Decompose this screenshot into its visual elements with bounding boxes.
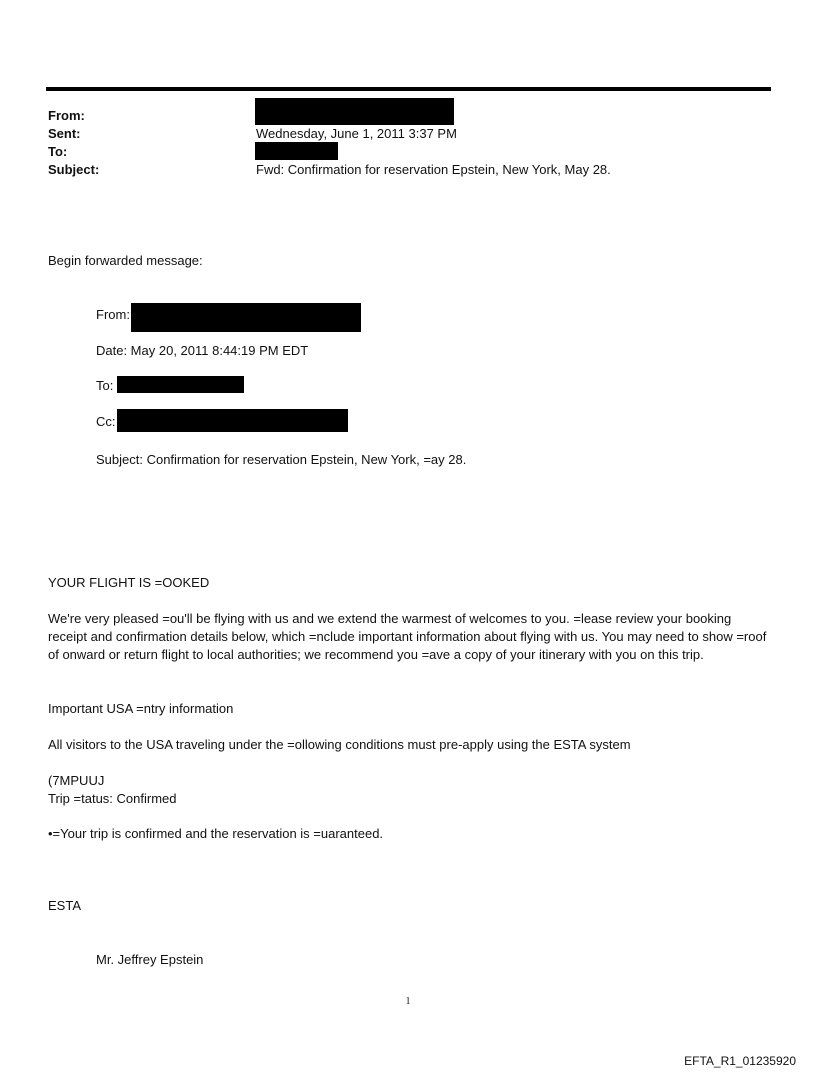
header-subject-value: Fwd: Confirmation for reservation Epstein, New York, May 28. bbox=[256, 162, 611, 177]
forward-intro: Begin forwarded message: bbox=[48, 253, 203, 268]
booking-code: (7MPUUJ bbox=[48, 773, 105, 788]
forward-subject: Subject: Confirmation for reservation Epstein, New York, =ay 28. bbox=[96, 452, 467, 467]
header-sent-value: Wednesday, June 1, 2011 3:37 PM bbox=[256, 126, 457, 141]
redaction-forward-cc bbox=[117, 409, 348, 432]
forward-from-label: From: bbox=[96, 307, 130, 322]
passenger-name: Mr. Jeffrey Epstein bbox=[96, 952, 204, 967]
page-number: 1 bbox=[405, 996, 411, 1007]
booked-heading: YOUR FLIGHT IS =OOKED bbox=[48, 575, 210, 590]
confirmed-line: •=Your trip is confirmed and the reservation is =uaranteed. bbox=[48, 826, 384, 841]
forward-cc-label: Cc: bbox=[96, 414, 116, 429]
redaction-forward-to bbox=[117, 376, 244, 393]
redaction-header-to bbox=[255, 142, 338, 160]
header-from-label: From: bbox=[48, 108, 85, 123]
usa-entry-heading: Important USA =ntry information bbox=[48, 701, 234, 716]
redaction-header-from bbox=[255, 98, 454, 125]
visitors-line: All visitors to the USA traveling under the =ollowing conditions must pre-apply using the ESTA system bbox=[48, 737, 631, 752]
welcome-paragraph: We're very pleased =ou'll be flying with us and we extend the warmest of welcomes to you. =lease review your booking receipt and confirmation details below, which =nclude important information about flying with us. You may need to show =roof of onward or return flight to local authorities; we recommend you =ave a copy of your itinerary with you on this trip. bbox=[48, 611, 767, 662]
trip-status: Trip =tatus: Confirmed bbox=[48, 791, 177, 806]
header-subject-label: Subject: bbox=[48, 162, 100, 177]
esta-label: ESTA bbox=[48, 898, 81, 913]
header-rule bbox=[46, 87, 771, 91]
bates-number: EFTA_R1_01235920 bbox=[684, 1054, 796, 1068]
header-to-label: To: bbox=[48, 144, 68, 159]
forward-date: Date: May 20, 2011 8:44:19 PM EDT bbox=[96, 343, 309, 358]
header-sent-label: Sent: bbox=[48, 126, 81, 141]
forward-to-label: To: bbox=[96, 378, 114, 393]
redaction-forward-from bbox=[131, 303, 361, 332]
